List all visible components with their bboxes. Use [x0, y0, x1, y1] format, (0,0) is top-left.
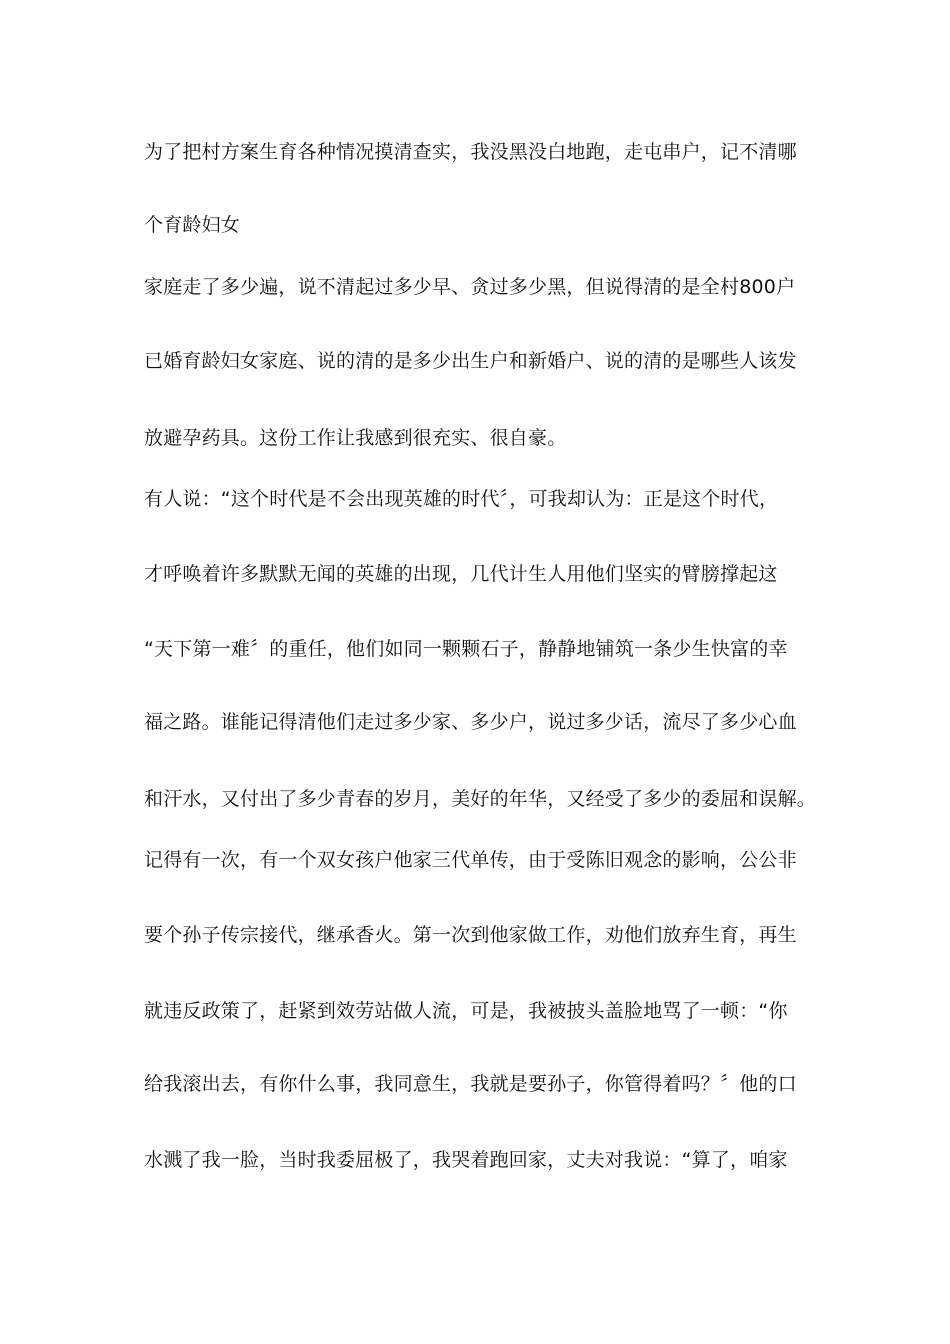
text-line: 个育龄妇女 — [144, 214, 241, 236]
text-line: 已婚育龄妇女家庭、说的清的是多少出生户和新婚户、说的清的是哪些人该发 — [144, 350, 797, 372]
text-line: 给我滚出去，有你什么事，我同意生，我就是要孙子，你管得着吗？〞他的口 — [144, 1073, 797, 1095]
text-line: 就违反政策了，赶紧到效劳站做人流，可是，我被披头盖脸地骂了一顿：“你 — [144, 1000, 788, 1022]
text-line: 福之路。谁能记得清他们走过多少家、多少户，说过多少话，流尽了多少心血 — [144, 711, 797, 733]
text-line: 记得有一次，有一个双女孩户他家三代单传，由于受陈旧观念的影响，公公非 — [144, 849, 797, 871]
text-line: 为了把村方案生育各种情况摸清查实，我没黑没白地跑，走屯串户，记不清哪 — [144, 141, 797, 163]
text-line: 才呼唤着许多默默无闻的英雄的出现，几代计生人用他们坚实的臂膀撑起这 — [144, 563, 778, 585]
text-line: “天下第一难〞的重任，他们如同一颗颗石子，静静地铺筑一条少生快富的幸 — [144, 638, 788, 660]
text-line: 家庭走了多少遍，说不清起过多少早、贪过多少黑，但说得清的是全村800户 — [144, 276, 796, 298]
text-line: 放避孕药具。这份工作让我感到很充实、很自豪。 — [144, 427, 567, 449]
text-line: 和汗水，又付出了多少青春的岁月，美好的年华，又经受了多少的委屈和误解。 — [144, 788, 817, 810]
text-line: 要个孙子传宗接代，继承香火。第一次到他家做工作，劝他们放弃生育，再生 — [144, 924, 797, 946]
text-line: 有人说：“这个时代是不会出现英雄的时代〞，可我却认为：正是这个时代， — [144, 488, 779, 510]
text-line: 水溅了我一脸，当时我委屈极了，我哭着跑回家，丈夫对我说：“算了，咱家 — [144, 1149, 788, 1171]
